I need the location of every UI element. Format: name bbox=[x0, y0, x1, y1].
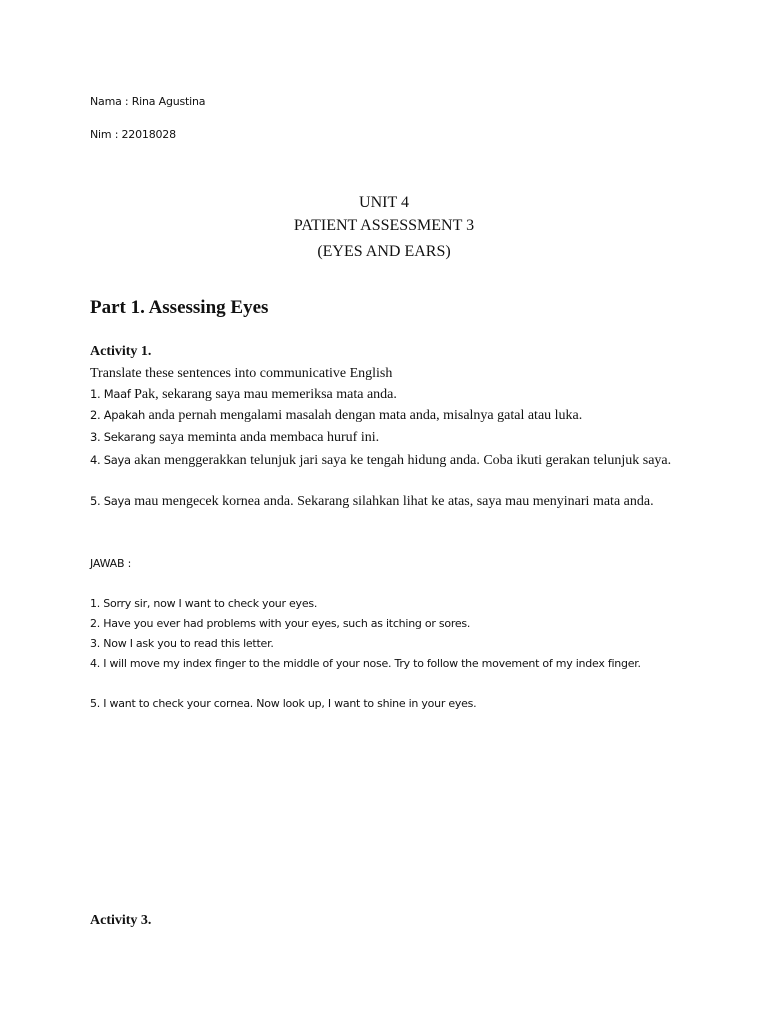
question-lead: 1. Maaf bbox=[90, 387, 131, 401]
question-text: Pak, sekarang saya mau memeriksa mata anda. bbox=[130, 387, 397, 402]
question-text: saya meminta anda membaca huruf ini. bbox=[155, 430, 380, 445]
answer-item: 2. Have you ever had problems with your eyes, such as itching or sores. bbox=[90, 617, 471, 630]
activity-1-heading: Activity 1. bbox=[90, 344, 152, 359]
question-item bbox=[90, 384, 677, 405]
assessment-title: PATIENT ASSESSMENT 3 bbox=[293, 217, 475, 234]
question-item bbox=[90, 450, 677, 471]
part-heading: Part 1. Assessing Eyes bbox=[90, 297, 269, 318]
activity-3-heading: Activity 3. bbox=[90, 913, 152, 928]
question-item bbox=[90, 491, 677, 512]
question-lead: 4. Saya bbox=[90, 453, 131, 467]
answer-item: 1. Sorry sir, now I want to check your eyes. bbox=[90, 597, 318, 610]
question-item bbox=[90, 427, 677, 448]
question-text: akan menggerakkan telunjuk jari saya ke tengah hidung anda. Coba ikuti gerakan telunjuk saya. bbox=[130, 453, 672, 468]
student-name: Nama : Rina Agustina bbox=[90, 95, 206, 108]
question-lead: 5. Saya bbox=[90, 494, 131, 508]
activity-instruction: Translate these sentences into communicative English bbox=[90, 366, 393, 381]
question-lead: 3. Sekarang bbox=[90, 430, 156, 444]
question-text: anda pernah mengalami masalah dengan mata anda, misalnya gatal atau luka. bbox=[144, 408, 583, 423]
question-item bbox=[90, 405, 677, 426]
answer-item: 4. I will move my index finger to the middle of your nose. Try to follow the movement of my index finger. bbox=[90, 657, 641, 670]
student-nim: Nim : 22018028 bbox=[90, 128, 176, 141]
answer-label: JAWAB : bbox=[90, 557, 132, 570]
question-text: mau mengecek kornea anda. Sekarang silahkan lihat ke atas, saya mau menyinari mata anda. bbox=[130, 494, 654, 509]
answer-item: 5. I want to check your cornea. Now look up, I want to shine in your eyes. bbox=[90, 697, 477, 710]
answer-item: 3. Now I ask you to read this letter. bbox=[90, 637, 274, 650]
question-lead: 2. Apakah bbox=[90, 408, 145, 422]
unit-title: UNIT 4 bbox=[359, 194, 409, 211]
topic-subtitle: (EYES AND EARS) bbox=[317, 243, 451, 260]
